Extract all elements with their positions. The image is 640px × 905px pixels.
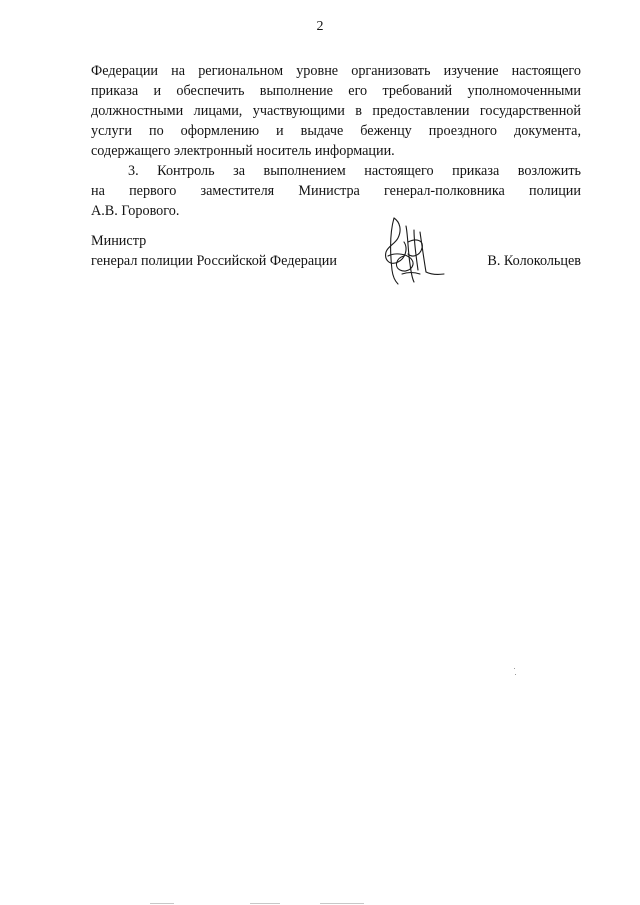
handwritten-signature [378, 212, 448, 286]
paragraph-continuation [91, 61, 581, 161]
document-body [91, 61, 581, 221]
scan-artifact [150, 903, 174, 904]
signatory-name: В. Колокольцев [487, 253, 581, 269]
scan-artifact [515, 674, 516, 675]
paragraph-item-3 [91, 161, 581, 221]
text-line: услуги по оформлению и выдаче беженцу проездного документа, [91, 123, 581, 139]
text-line: приказа и обеспечить выполнение его требований уполномоченными [91, 83, 581, 99]
page-number: 2 [316, 19, 324, 34]
scan-artifact [320, 903, 364, 904]
signatory-rank: генерал полиции Российской Федерации [91, 253, 337, 269]
text-line: должностными лицами, участвующими в предоставлении государственной [91, 103, 581, 119]
scan-artifact [250, 903, 280, 904]
text-line: Федерации на региональном уровне организовать изучение настоящего [91, 63, 581, 79]
text-line: на первого заместителя Министра генерал-полковника полиции [91, 183, 581, 199]
signatory-title: Министр [91, 233, 147, 249]
text-line: 3. Контроль за выполнением настоящего приказа возложить [128, 163, 581, 179]
text-line: А.В. Горового. [91, 203, 180, 219]
scan-artifact [514, 668, 515, 669]
text-line: содержащего электронный носитель информации. [91, 143, 395, 159]
